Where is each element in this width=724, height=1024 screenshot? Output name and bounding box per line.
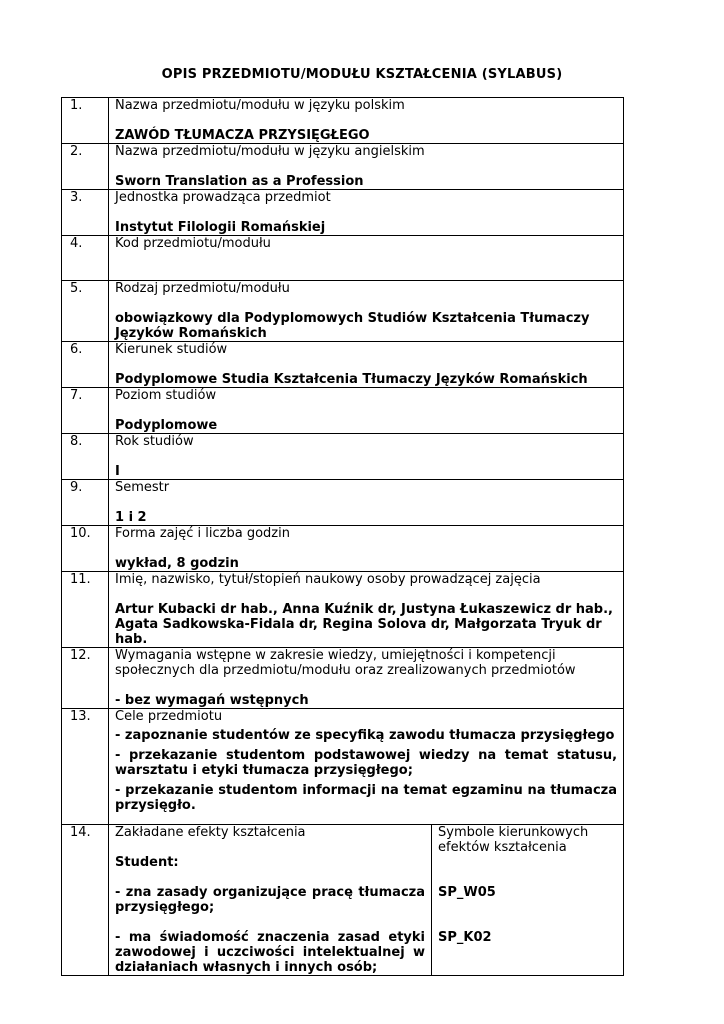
row-content	[109, 709, 624, 825]
syllabus-table	[61, 97, 624, 976]
field-value: Artur Kubacki dr hab., Anna Kuźnik dr, Justyna Łukaszewicz dr hab., Agata Sadkowska-Fidala dr, Regina Solova dr, Małgorzata Tryuk dr hab.	[115, 602, 613, 647]
table-row	[62, 236, 624, 281]
field-label: Jednostka prowadząca przedmiot	[115, 190, 331, 205]
row-content	[109, 526, 624, 572]
field-label: Forma zajęć i liczba godzin	[115, 526, 290, 541]
row-number: 9.	[62, 480, 109, 526]
field-label: Zakładane efekty kształcenia	[115, 825, 306, 840]
row-number: 4.	[62, 236, 109, 281]
row-content	[109, 388, 624, 434]
field-value: Podyplomowe Studia Kształcenia Tłumaczy Języków Romańskich	[115, 372, 588, 387]
symbol-code: SP_W05	[438, 885, 496, 900]
row-content	[109, 144, 624, 190]
row-content	[109, 434, 624, 480]
field-value: - bez wymagań wstępnych	[115, 693, 309, 708]
table-row	[62, 709, 624, 825]
row-content	[109, 342, 624, 388]
field-label: Nazwa przedmiotu/modułu w języku angielskim	[115, 144, 425, 159]
table-row	[62, 572, 624, 648]
field-value: Podyplomowe	[115, 418, 218, 433]
field-value: I	[115, 464, 120, 479]
table-row	[62, 480, 624, 526]
row-content	[109, 98, 624, 144]
table-row	[62, 144, 624, 190]
field-value: obowiązkowy dla Podyplomowych Studiów Kształcenia Tłumaczy Języków Romańskich	[115, 311, 590, 341]
row-number: 1.	[62, 98, 109, 144]
row-content	[109, 236, 624, 281]
row-content	[109, 648, 624, 709]
symbols-header: Symbole kierunkowych efektów kształcenia	[438, 825, 589, 855]
table-row	[62, 342, 624, 388]
symbol-code: SP_K02	[438, 930, 492, 945]
goal-item: - przekazanie studentom informacji na temat egzaminu na tłumacza przysięgło.	[115, 783, 618, 813]
table-row	[62, 648, 624, 709]
field-label: Nazwa przedmiotu/modułu w języku polskim	[115, 98, 405, 113]
field-label: Imię, nazwisko, tytuł/stopień naukowy osoby prowadzącej zajęcia	[115, 572, 541, 587]
field-value: wykład, 8 godzin	[115, 556, 239, 571]
field-value: Instytut Filologii Romańskiej	[115, 220, 326, 235]
row-content	[109, 190, 624, 236]
effect-item: - zna zasady organizujące pracę tłumacza przysięgłego;	[115, 885, 425, 915]
symbols-cell	[432, 825, 624, 976]
table-row	[62, 434, 624, 480]
table-row	[62, 825, 624, 976]
row-number: 2.	[62, 144, 109, 190]
field-label: Kod przedmiotu/modułu	[115, 236, 271, 251]
effect-item: - ma świadomość znaczenia zasad etyki zawodowej i uczciwości intelektualnej w działaniach własnych i innych osób;	[115, 930, 425, 975]
row-number: 7.	[62, 388, 109, 434]
row-content	[109, 480, 624, 526]
field-label: Rodzaj przedmiotu/modułu	[115, 281, 290, 296]
table-row	[62, 98, 624, 144]
row-number: 10.	[62, 526, 109, 572]
row-number: 14.	[62, 825, 109, 976]
row-content	[109, 281, 624, 342]
row-number: 12.	[62, 648, 109, 709]
field-label: Rok studiów	[115, 434, 194, 449]
row-number: 5.	[62, 281, 109, 342]
row-number: 3.	[62, 190, 109, 236]
field-label: Kierunek studiów	[115, 342, 228, 357]
table-row	[62, 388, 624, 434]
row-number: 8.	[62, 434, 109, 480]
table-row	[62, 526, 624, 572]
field-label: Wymagania wstępne w zakresie wiedzy, umiejętności i kompetencji społecznych dla przedmiotu/modułu oraz zrealizowanych przedmiotów	[115, 648, 576, 678]
goal-item: - zapoznanie studentów ze specyfiką zawodu tłumacza przysięgłego	[115, 728, 615, 743]
row-number: 6.	[62, 342, 109, 388]
field-label: Cele przedmiotu	[115, 709, 223, 724]
field-value: Sworn Translation as a Profession	[115, 174, 364, 189]
field-label: Poziom studiów	[115, 388, 217, 403]
effects-cell	[109, 825, 432, 976]
table-row	[62, 190, 624, 236]
student-label: Student:	[115, 855, 179, 870]
field-value: 1 i 2	[115, 510, 147, 525]
goal-item: - przekazanie studentom podstawowej wiedzy na temat statusu, warsztatu i etyki tłumacza przysięgłego;	[115, 748, 618, 778]
row-number: 13.	[62, 709, 109, 825]
row-number: 11.	[62, 572, 109, 648]
field-value: ZAWÓD TŁUMACZA PRZYSIĘGŁEGO	[115, 128, 370, 143]
field-label: Semestr	[115, 480, 170, 495]
table-row	[62, 281, 624, 342]
page-title: OPIS PRZEDMIOTU/MODUŁU KSZTAŁCENIA (SYLABUS)	[161, 67, 563, 82]
row-content	[109, 572, 624, 648]
